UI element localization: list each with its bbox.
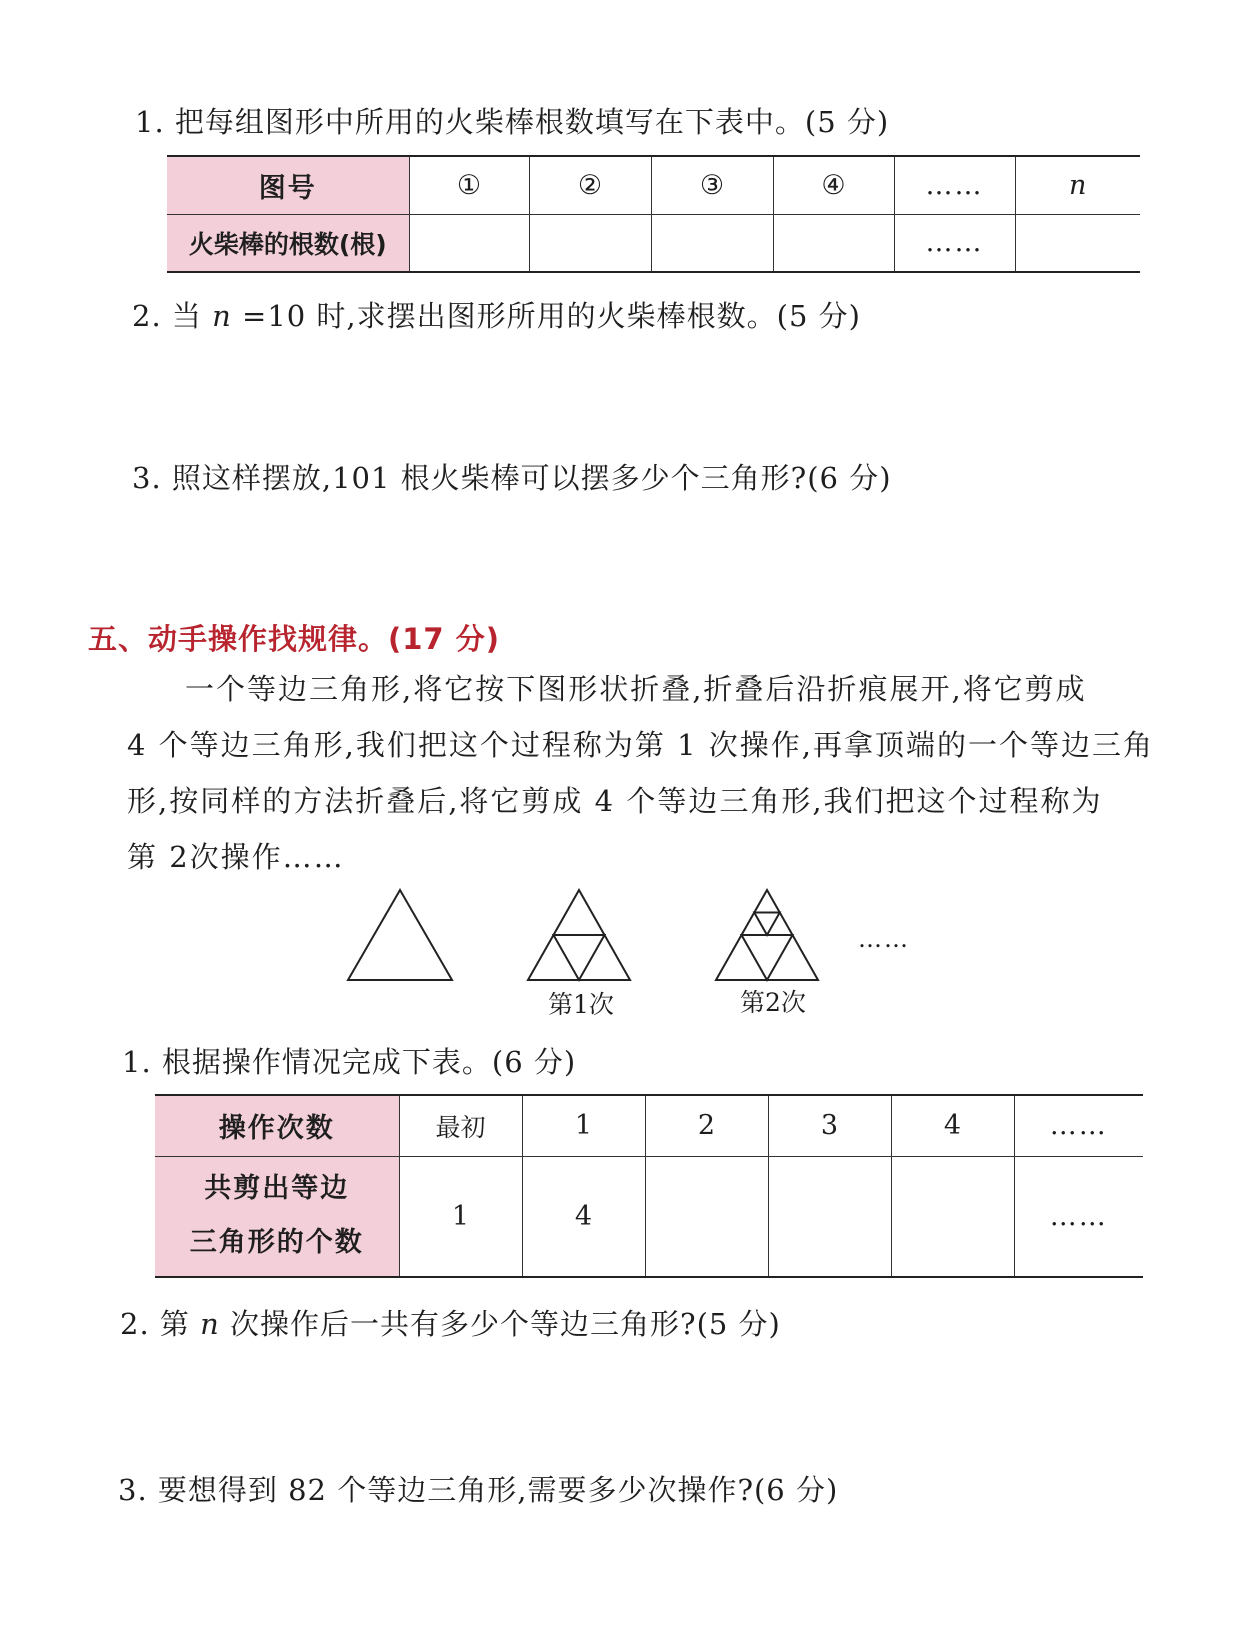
- figure-label-1: 第1次: [548, 990, 614, 1019]
- table-cell: 2: [645, 1095, 768, 1156]
- answer-cell[interactable]: [891, 1156, 1014, 1277]
- table-cell: ……: [894, 156, 1015, 214]
- figure-label-2: 第2次: [740, 988, 806, 1017]
- paragraph-line: 第 2次操作……: [127, 840, 345, 874]
- table-row: [167, 214, 1140, 272]
- answer-cell[interactable]: [409, 214, 529, 272]
- second-operation-triangle-icon: [716, 890, 818, 980]
- question-2-1: 1. 根据操作情况完成下表。(6 分): [122, 1045, 577, 1079]
- paragraph-line: 形,按同样的方法折叠后,将它剪成 4 个等边三角形,我们把这个过程称为: [127, 784, 1103, 818]
- table-cell: ②: [529, 156, 651, 214]
- first-operation-triangle-icon: [528, 890, 630, 980]
- answer-cell[interactable]: [1015, 214, 1140, 272]
- table-cell: 最初: [399, 1095, 522, 1156]
- question-2-3: 3. 要想得到 82 个等边三角形,需要多少次操作?(6 分): [118, 1473, 839, 1507]
- table-row: [155, 1156, 1143, 1277]
- paragraph-line: 一个等边三角形,将它按下图形状折叠,折叠后沿折痕展开,将它剪成: [185, 672, 1087, 706]
- table-cell: 1: [522, 1095, 645, 1156]
- table-cell: 4: [522, 1156, 645, 1277]
- answer-cell[interactable]: [768, 1156, 891, 1277]
- figure-ellipsis: ……: [858, 925, 910, 953]
- table-header-matchstick-count: 火柴棒的根数(根): [167, 214, 409, 272]
- table-cell: ①: [409, 156, 529, 214]
- matchstick-table: [167, 155, 1140, 273]
- table-header-triangle-count: 共剪出等边 三角形的个数: [155, 1156, 399, 1277]
- answer-cell[interactable]: [529, 214, 651, 272]
- triangle-folding-figure: [330, 880, 930, 1020]
- table-cell: 4: [891, 1095, 1014, 1156]
- table-row: [155, 1095, 1143, 1156]
- table-cell: ……: [1014, 1156, 1143, 1277]
- paragraph-line: 4 个等边三角形,我们把这个过程称为第 1 次操作,再拿顶端的一个等边三角: [127, 728, 1154, 762]
- question-1-2: 2. 当 n =10 时,求摆出图形所用的火柴棒根数。(5 分): [132, 299, 861, 333]
- question-1-1: 1. 把每组图形中所用的火柴棒根数填写在下表中。(5 分): [135, 105, 890, 139]
- table-cell: ……: [894, 214, 1015, 272]
- initial-triangle-icon: [348, 890, 452, 980]
- table-header-operation-count: 操作次数: [155, 1095, 399, 1156]
- problem-paragraph: [127, 661, 1154, 885]
- table-cell: ③: [651, 156, 773, 214]
- table-row: [167, 156, 1140, 214]
- section-title: 五、动手操作找规律。(17 分): [88, 622, 500, 656]
- operations-table: [155, 1094, 1143, 1278]
- answer-cell[interactable]: [773, 214, 894, 272]
- table-cell: 3: [768, 1095, 891, 1156]
- table-cell: 1: [399, 1156, 522, 1277]
- table-cell: ④: [773, 156, 894, 214]
- question-1-3: 3. 照这样摆放,101 根火柴棒可以摆多少个三角形?(6 分): [132, 461, 892, 495]
- table-cell: ……: [1014, 1095, 1143, 1156]
- answer-cell[interactable]: [645, 1156, 768, 1277]
- question-2-2: 2. 第 n 次操作后一共有多少个等边三角形?(5 分): [120, 1307, 781, 1341]
- table-header-figure-number: 图号: [167, 156, 409, 214]
- answer-cell[interactable]: [651, 214, 773, 272]
- table-cell: n: [1015, 156, 1140, 214]
